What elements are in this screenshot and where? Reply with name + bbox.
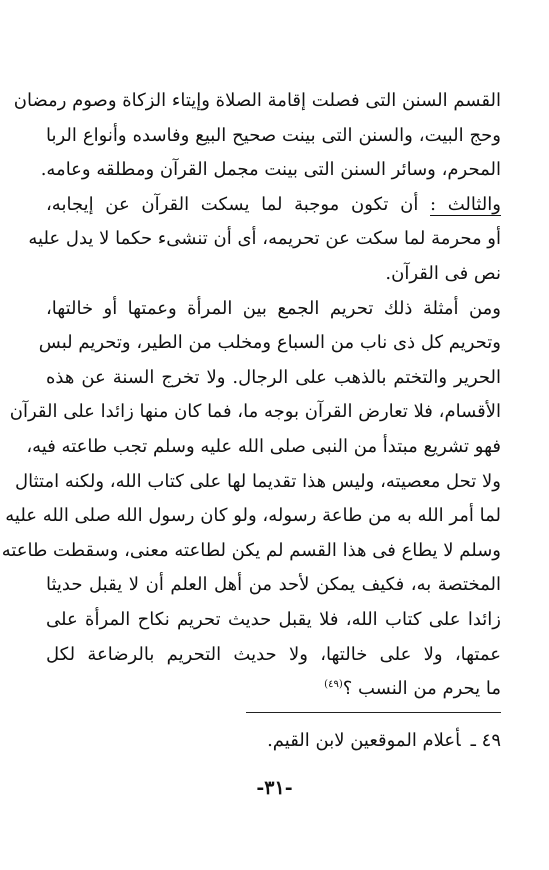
text-line-12: ولا تحل معصيته، وليس هذا تقديما لها على كتاب الله، ولكنه امتثال xyxy=(15,470,501,492)
text-line-4-rest: أن تكون موجبة لما يسكت القرآن عن إيجابه، xyxy=(46,193,419,215)
footnote xyxy=(267,726,501,756)
text-line-8: وتحريم كل ذى ناب من السباع ومخلب من الطير، وتحريم لبس xyxy=(38,332,501,354)
text-line-2: وحج البيت، والسنن التى بينت صحيح البيع وفاسده وأنواع الربا xyxy=(46,124,501,146)
text-line-3: المحرم، وسائر السنن التى بينت مجمل القرآن ومطلقه وعامه. xyxy=(40,159,501,181)
text-line-13: لما أمر الله به من طاعة رسوله، ولو كان رسول الله صلى الله عليه xyxy=(5,505,501,527)
footnote-reference: (٤٩) xyxy=(324,679,343,691)
section-lead-third: والثالث : xyxy=(430,193,501,215)
text-line-14: وسلم لا يطاع فى هذا القسم لم يكن لطاعته معنى، وسقطت طاعته xyxy=(1,539,501,561)
text-line-17: عمتها، ولا على خالتها، ولا حديث التحريم بالرضاعة لكل xyxy=(46,643,501,665)
text-line-1: القسم السنن التى فصلت إقامة الصلاة وإيتاء الزكاة وصوم رمضان xyxy=(13,90,501,111)
text-line-6: نص فى القرآن. xyxy=(385,262,501,284)
footnote-number: ٤٩ ـ xyxy=(470,730,501,751)
text-line-16: زائدا على كتاب الله، فلا يقبل حديث تحريم نكاح المرأة على xyxy=(46,608,501,630)
text-line-9: الحرير والتختم بالذهب على الرجال. ولا تخرج السنة عن هذه xyxy=(46,366,501,388)
text-line-15: المختصة به، فكيف يمكن لأحد من أهل العلم أن لا يقبل حديثا xyxy=(46,574,501,596)
page-number: -٣١- xyxy=(256,777,293,799)
main-text xyxy=(1,84,501,707)
footnote-text: أعلام الموقعين لابن القيم. xyxy=(267,730,461,751)
text-line-18 xyxy=(46,672,501,707)
text-line-11: فهو تشريع مبتدأ من النبى صلى الله عليه وسلم تجب طاعته فيه، xyxy=(26,435,501,457)
text-line-18-text: ما يحرم من النسب ؟ xyxy=(342,678,501,700)
text-line-5: أو محرمة لما سكت عن تحريمه، أى أن تنشىء حكما لا يدل عليه xyxy=(28,228,501,250)
text-line-7: ومن أمثلة ذلك تحريم الجمع بين المرأة وعمتها أو خالتها، xyxy=(46,297,501,319)
text-line-10: الأقسام، فلا تعارض القرآن بوجه ما، فما كان منها زائدا على القرآن xyxy=(9,401,501,423)
footnote-divider xyxy=(246,712,501,713)
text-line-4 xyxy=(46,188,501,223)
